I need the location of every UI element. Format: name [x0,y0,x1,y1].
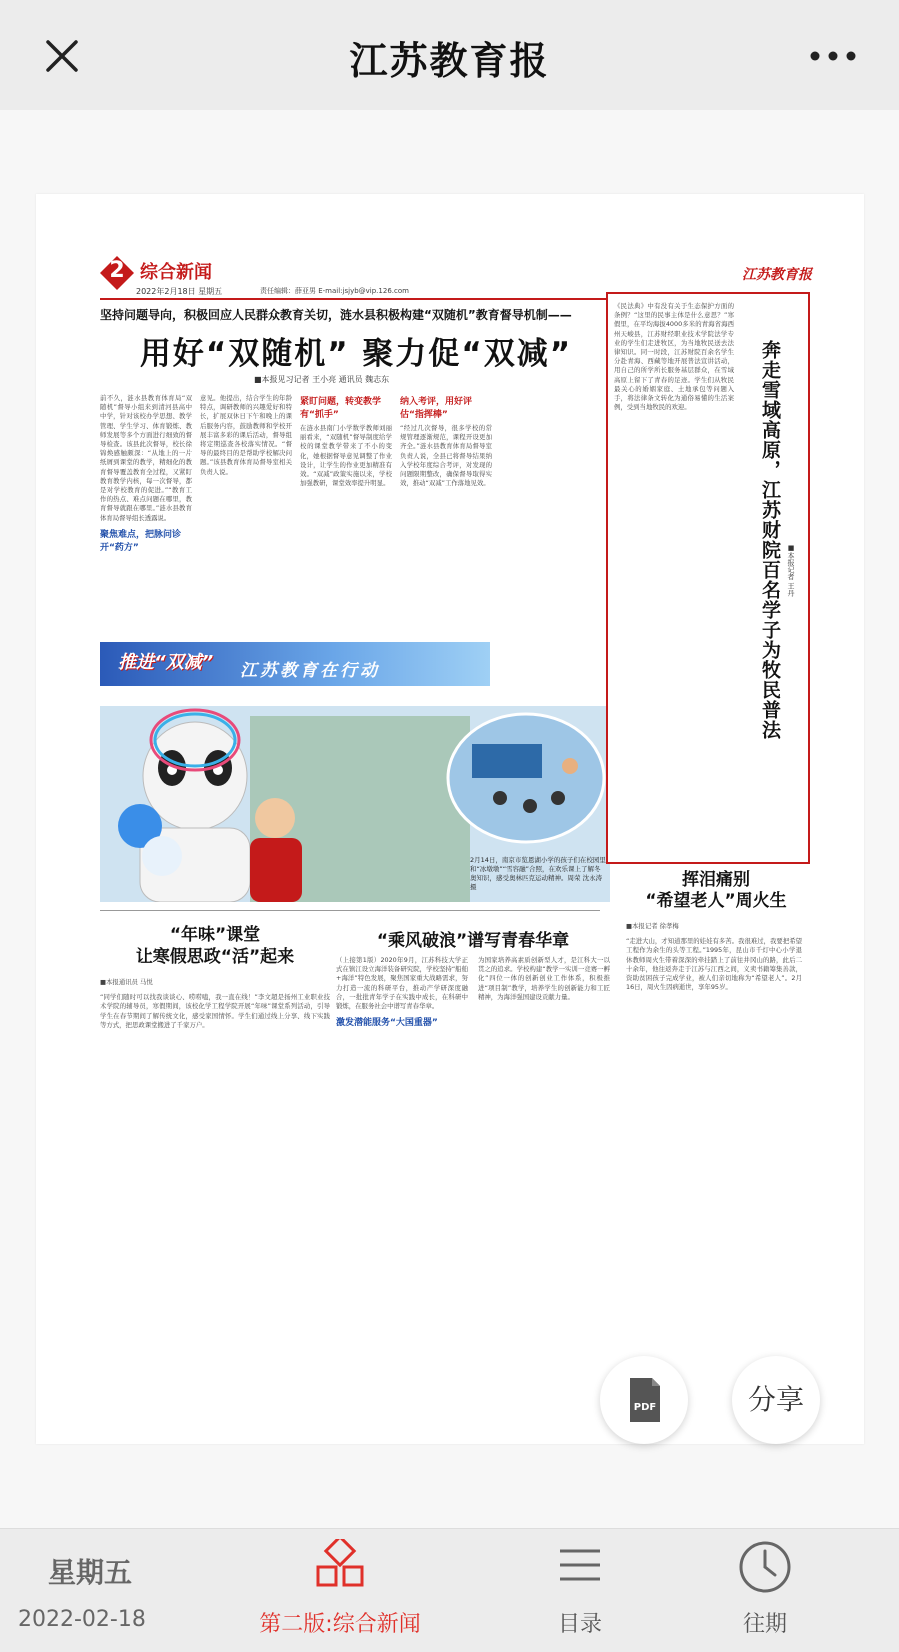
section-name: 综合新闻 [140,262,212,283]
lead-col4-heading: 纳入考评，用好评估“指挥棒” [400,397,473,420]
tab-date[interactable] [0,1529,190,1652]
tab-archive-label: 往期 [742,1612,787,1637]
article3-heading: 激发潜能服务“大国重器” [336,1018,438,1029]
article4-byline: ■本报记者 徐孝梅 [626,922,679,930]
publication-date: 2022年2月18日 星期五 [136,287,223,296]
more-options-icon[interactable] [803,44,863,68]
pdf-icon [600,1356,688,1444]
article3-title: “乘风破浪”谱写青春华章 [376,931,570,951]
article4-title [622,870,810,912]
lead-col3-text: 在涟水县南门小学数学教师刘丽丽看来，“双随机”督导制度给学校的课堂教学带来了不小的变化，她根据督导意见调整了作业设计，让学生的作业更加精准有效。“双减”政策实施以来，学校加强教研，课堂效率提升明显。 [300,424,392,488]
news-photo[interactable] [100,706,610,902]
campaign-banner [100,642,490,686]
sidebar-text: 《民法典》中有没有关于生态保护方面的条例？“这里的民事主体是什么意思？”寒假里，在平均海拔4000多米的青海省海西州天峻县，江苏财经职业技术学院法学专业的学生们走进牧区，为当地牧民送去法律知识。同一时段，江苏财院百余名学生分赴青海、西藏等地开展普法宣讲活动，用自己的所学所长服务基层群众，在雪域高原上留下了青春的足迹。学生们从牧民最关心的婚姻家庭、土地承包等问题入手，将法律条文转化为通俗易懂的生活案例，受到当地牧民的欢迎。 [614,302,734,412]
article4-column [626,922,802,1422]
page-masthead [100,256,812,296]
article2-title-line1: “年味”课堂 [169,925,261,945]
article2-byline: ■本报通讯员 马悦 [100,978,153,986]
article3-col2-text: 为国家培养高素质创新型人才，是江科大一以贯之的追求。学校构建“教学一实训一竞赛一孵化”四位一体的创新创业工作体系，积极推进“项目制”教学，培养学生的创新能力和工匠精神，为海洋强国建设贡献力量。 [478,956,610,1001]
bottom-tab-bar [0,1528,899,1651]
article4-title-line1: 挥泪痛别 [682,870,750,890]
lead-column-1 [100,394,192,634]
lead-column-2 [200,394,292,634]
newspaper-page[interactable] [36,194,864,1444]
sidebar-byline: ■本报记者 王丹 [787,544,795,597]
tab-archive[interactable] [710,1529,820,1652]
tab-date-label: 2022-02-18 [18,1607,146,1632]
sidebar-title: 奔走雪域高原，江苏财院百名学子为牧民普法 [759,340,781,740]
pdf-label: PDF [633,1402,657,1413]
banner-line1: 推进“双减” [118,652,214,673]
clock-icon [737,1539,793,1595]
newspaper-viewer[interactable] [0,110,899,1528]
lead-col3-heading: 紧盯问题，转变教学有“抓手” [300,397,382,420]
section-grid-icon [316,1539,364,1591]
lead-col1-text: 前不久，涟水县教育体育局“双随机”督导小组来到清河县高中中学，针对该校办学思想、教学管理、学生学习、体育锻炼、教师发展等多个方面进行细致的督导检查。该县此次督导，校长徐锦焕感触颇深：“从地上的一片纸屑到课堂的教学，精细化的教育督导覆盖教育全过程，又紧盯教育教学内核，每一次督导，都是对学校教育的促进。”“教育工作的热点、难点问题在哪里，教育督导就跟在哪里。”涟水县教育体育局督导组长透露说。 [100,394,192,522]
tab-weekday: 星期五 [48,1556,133,1589]
tab-catalog[interactable] [530,1529,630,1652]
tab-section-label: 第二版:综合新闻 [259,1612,421,1637]
article4-text: “走进大山，才知道那里的娃娃有多苦。我很难过，我要把希望工程作为余生的头等工程。”1995年，昆山市千灯中心小学退休教师周火生带着深深的牵挂踏上了前往井冈山的路，此后二十余年，他往返奔走于江苏与江西之间，义卖书籍筹集善款，资助贫困孩子完成学业，被人们亲切地称为“希望老人”。2月16日，周火生因病逝世，享年95岁。 [626,937,802,992]
article4-title-line2: “希望老人”周火生 [645,891,787,911]
lead-col1-heading: 聚焦难点，把脉问诊开“药方” [100,529,182,553]
editor-line: 责任编辑：薛亚男 E-mail:jsjyb@vip.126.com [260,287,409,295]
catalog-list-icon [556,1545,604,1585]
section-divider [100,910,600,911]
article3-column-2 [478,956,610,1416]
lead-headline: 用好“双随机” 聚力促“双减” [139,336,573,372]
top-bar [0,0,899,110]
feature-sidebar[interactable] [606,292,810,864]
share-button[interactable]: 分享 [732,1356,820,1444]
tab-catalog-label: 目录 [557,1612,602,1637]
article2-text: “同学们随时可以找我谈谈心、唠唠嗑，我一直在线！”李文超是扬州工业职业技术学院的辅导员，寒假期间，该校化学工程学院开展“年味”课堂系列活动，引导学生在春节期间了解传统文化，感受家国情怀。学生们通过线上分享、线下实践等方式，把思政课堂搬进了千家万户。 [100,993,330,1029]
section-number-wrap [100,256,134,290]
sidebar-column [614,302,734,858]
lead-col2-text: 意见。他提出，结合学生的年龄特点，调研教师的兴趣爱好和特长，扩展双休日下午和晚上的课后服务内容，鼓励教师和学校开展丰富多彩的课后活动，督导组将定期巡查各校落实情况。“督导的最终目的是帮助学校解决问题。”该县教育体育局督导室相关负责人说。 [200,394,292,476]
banner-line2: 江苏教育在行动 [240,661,380,681]
tab-current-section[interactable] [230,1529,450,1652]
photo-caption: 2月14日，南京市览恩湖小学的孩子们在校园里和“冰墩墩”“雪容融”合照，在欢乐课上了解冬奥知识，感受奥林匹克运动精神。周荣 沈永涛 摄 [470,856,606,891]
section-number: 2 [109,258,125,283]
app-title: 江苏教育报 [349,39,550,83]
lead-col4-text: “经过几次督导，很多学校的常规管理逐渐规范，课程开设更加齐全。”涟水县教育体育局督导室负责人说，全县已将督导结果纳入学校年度综合考评，对发现的问题限期整改，确保督导取得实效，推动“双减”工作落地见效。 [400,424,492,488]
article3-text: （上接第1版）2020年9月，江苏科技大学正式在镇江设立海洋装备研究院，学校坚持“船舶+海洋”特色发展，聚焦国家重大战略需求，努力打造一流的科研平台，推动产学研深度融合，一批批青年学子在实践中成长，在科研中锻炼，在服务社会中谱写青春华章。 [336,956,468,1011]
lead-subhead: 坚持问题导向，积极回应人民群众教育关切，涟水县积极构建“双随机”教育督导机制—— [100,308,572,322]
article2-title [100,924,330,968]
pdf-download-button[interactable] [600,1356,688,1444]
article2-column [100,978,330,1418]
lead-column-3 [300,394,392,634]
lead-byline: ■本报见习记者 王小亮 通讯员 魏志东 [254,375,390,384]
article2-title-line2: 让寒假思政“活”起来 [135,947,295,967]
paper-logo: 江苏教育报 [742,267,812,283]
article3-column-1 [336,956,468,1416]
